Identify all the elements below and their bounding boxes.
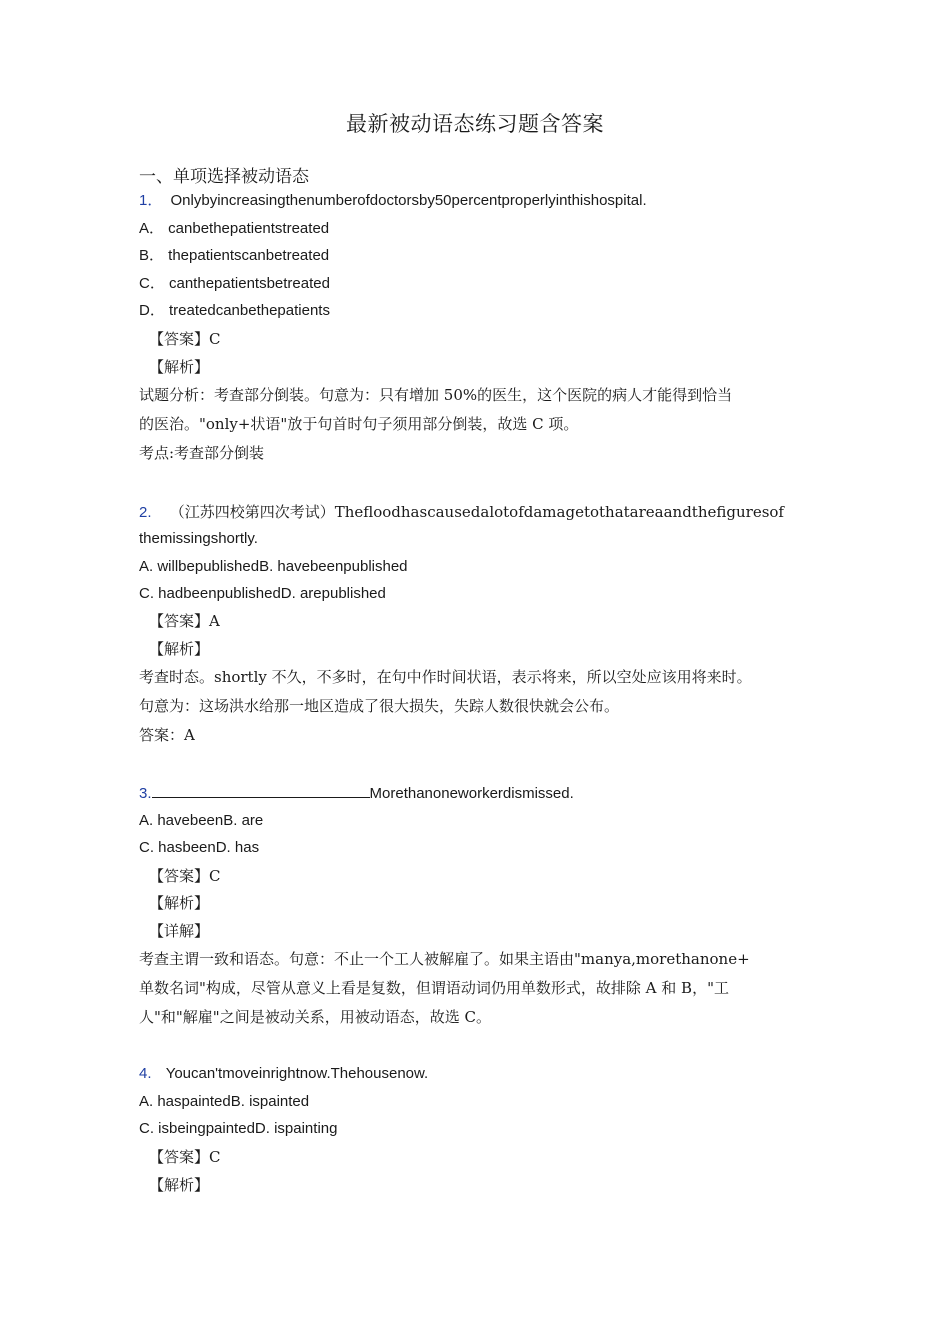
question-stem: Youcan'tmoveinrightnow.Thehousenow. xyxy=(165,1065,429,1082)
options-row: A. haspaintedB. ispainted xyxy=(139,1093,310,1110)
analysis-text: 人"和"解雇"之间是被动关系，用被动语态，故选 C。 xyxy=(139,1008,491,1026)
question-stem: Onlybyincreasingthenumberofdoctorsby50percentproperlyinthishospital. xyxy=(170,192,647,209)
question-4 xyxy=(139,1064,428,1084)
option-d: D． treatedcanbethepatients xyxy=(139,302,330,319)
document-title: 最新被动语态练习题含答案 xyxy=(346,112,604,136)
answer-label: 【答案】C xyxy=(149,1148,221,1166)
knowledge-point: 考点:考查部分倒装 xyxy=(139,444,265,462)
analysis-text: 的医治。"only+状语"放于句首时句子须用部分倒装，故选 C 项。 xyxy=(139,415,579,433)
analysis-text: 考查主谓一致和语态。句意：不止一个工人被解雇了。如果主语由"manya,morethanone+ xyxy=(139,950,750,968)
answer-blank xyxy=(152,783,370,798)
options-row: A. havebeenB. are xyxy=(139,812,264,829)
question-number: 3. xyxy=(139,785,152,802)
option-a: A． canbethepatientstreated xyxy=(139,220,330,237)
analysis-text: 试题分析：考查部分倒装。句意为：只有增加 50%的医生，这个医院的病人才能得到恰当 xyxy=(139,386,733,404)
analysis-label: 【解析】 xyxy=(149,358,210,376)
detail-label: 【详解】 xyxy=(149,922,210,940)
question-3 xyxy=(139,783,574,804)
question-1 xyxy=(139,191,647,211)
question-stem: Morethanoneworkerdismissed. xyxy=(369,785,574,802)
question-number: 2. xyxy=(139,504,152,521)
answer-label: 【答案】A xyxy=(149,612,220,630)
question-number: 1． xyxy=(139,192,163,209)
final-answer: 答案：A xyxy=(139,726,195,744)
question-number: 4. xyxy=(139,1065,152,1082)
question-stem: （江苏四校第四次考试）Thefloodhascausedalotofdamagetothatareaandthefiguresof xyxy=(169,503,784,521)
analysis-label: 【解析】 xyxy=(149,640,210,658)
option-b: B． thepatientscanbetreated xyxy=(139,247,330,264)
analysis-label: 【解析】 xyxy=(149,894,210,912)
answer-label: 【答案】C xyxy=(149,867,221,885)
options-row: C. hasbeenD. has xyxy=(139,839,260,856)
answer-label: 【答案】C xyxy=(149,330,221,348)
options-row: A. willbepublishedB. havebeenpublished xyxy=(139,558,408,575)
section-heading: 一、单项选择被动语态 xyxy=(139,167,309,187)
question-2 xyxy=(139,502,784,523)
analysis-text: 单数名词"构成，尽管从意义上看是复数，但谓语动词仍用单数形式，故排除 A 和 B，"工 xyxy=(139,979,729,997)
analysis-text: 考查时态。shortly 不久，不多时，在句中作时间状语，表示将来，所以空处应该用将来时。 xyxy=(139,668,752,686)
question-stem-continued: themissingshortly. xyxy=(139,530,258,547)
option-c: C． canthepatientsbetreated xyxy=(139,275,330,292)
analysis-text: 句意为：这场洪水给那一地区造成了很大损失，失踪人数很快就会公布。 xyxy=(139,697,620,715)
options-row: C. hadbeenpublishedD. arepublished xyxy=(139,585,386,602)
analysis-label: 【解析】 xyxy=(149,1176,210,1194)
options-row: C. isbeingpaintedD. ispainting xyxy=(139,1120,338,1137)
